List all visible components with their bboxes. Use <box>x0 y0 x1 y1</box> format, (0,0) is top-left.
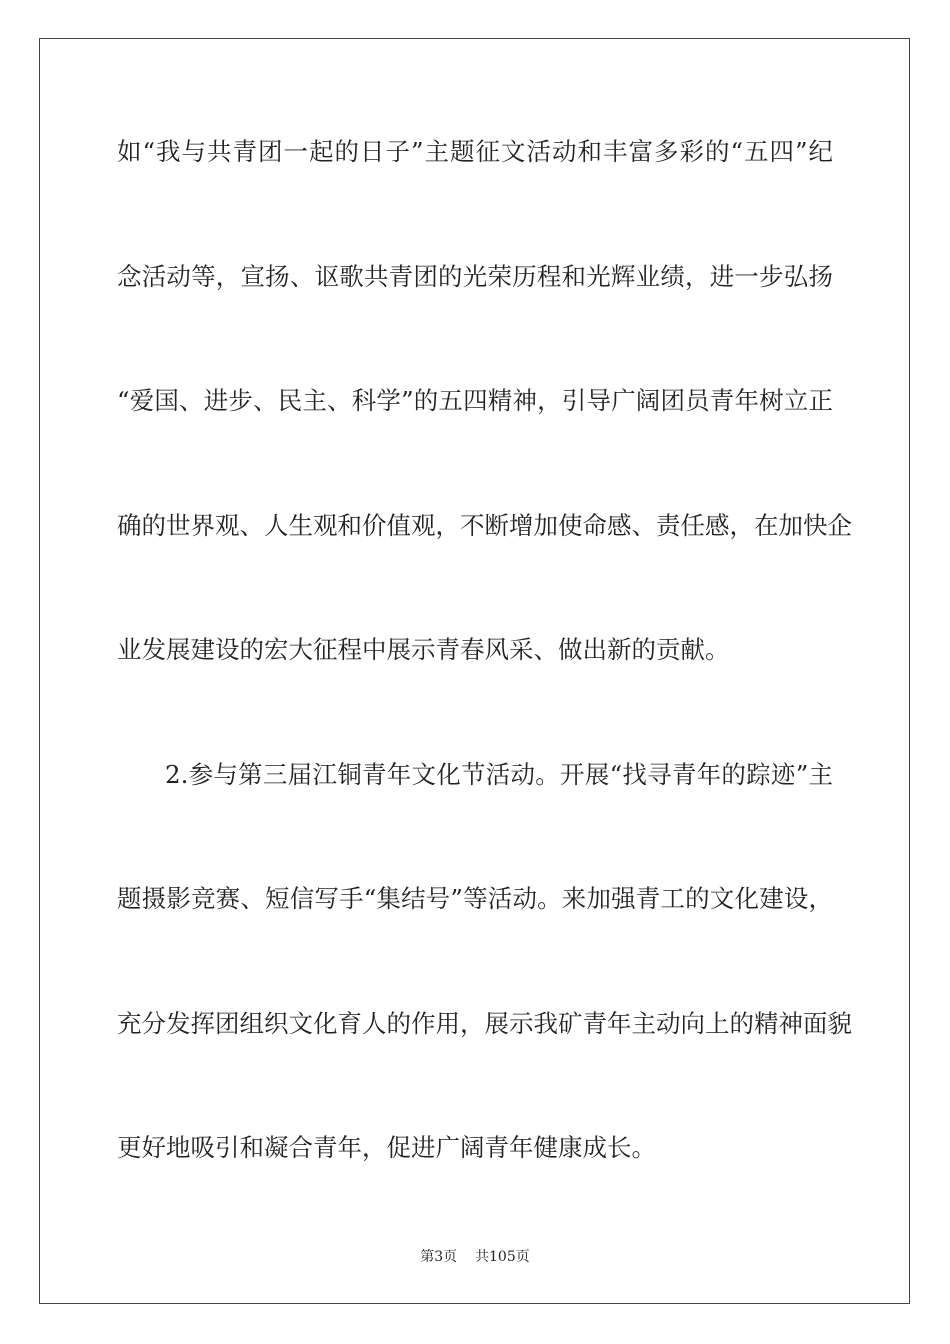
page-total: 共105页 <box>475 1249 530 1265</box>
body-text-line-1: 如“我与共青团一起的日子”主题征文活动和丰富多彩的“五四”纪 <box>117 137 833 166</box>
body-text-line-8: 充分发挥团组织文化育人的作用，展示我矿青年主动向上的精神面貌 <box>117 1009 852 1038</box>
body-text-line-3: “爱国、进步、民主、科学”的五四精神，引导广阔团员青年树立正 <box>117 386 833 415</box>
body-text-line-5: 业发展建设的宏大征程中展示青春风采、做出新的贡献。 <box>117 635 730 664</box>
page-border <box>39 38 910 1304</box>
body-text-line-7: 题摄影竞赛、短信写手“集结号”等活动。来加强青工的文化建设， <box>117 884 833 913</box>
body-text-line-6: 2.参与第三届江铜青年文化节活动。开展“找寻青年的踪迹”主 <box>165 760 833 789</box>
page-footer <box>0 1248 950 1266</box>
body-text-line-4: 确的世界观、人生观和价值观，不断增加使命感、责任感，在加快企 <box>117 511 852 540</box>
footer-spacer <box>457 1249 475 1265</box>
body-text-line-9: 更好地吸引和凝合青年，促进广阔青年健康成长。 <box>117 1133 656 1162</box>
body-text-line-2: 念活动等，宣扬、讴歌共青团的光荣历程和光辉业绩，进一步弘扬 <box>117 262 833 291</box>
page-number: 第3页 <box>420 1249 458 1265</box>
